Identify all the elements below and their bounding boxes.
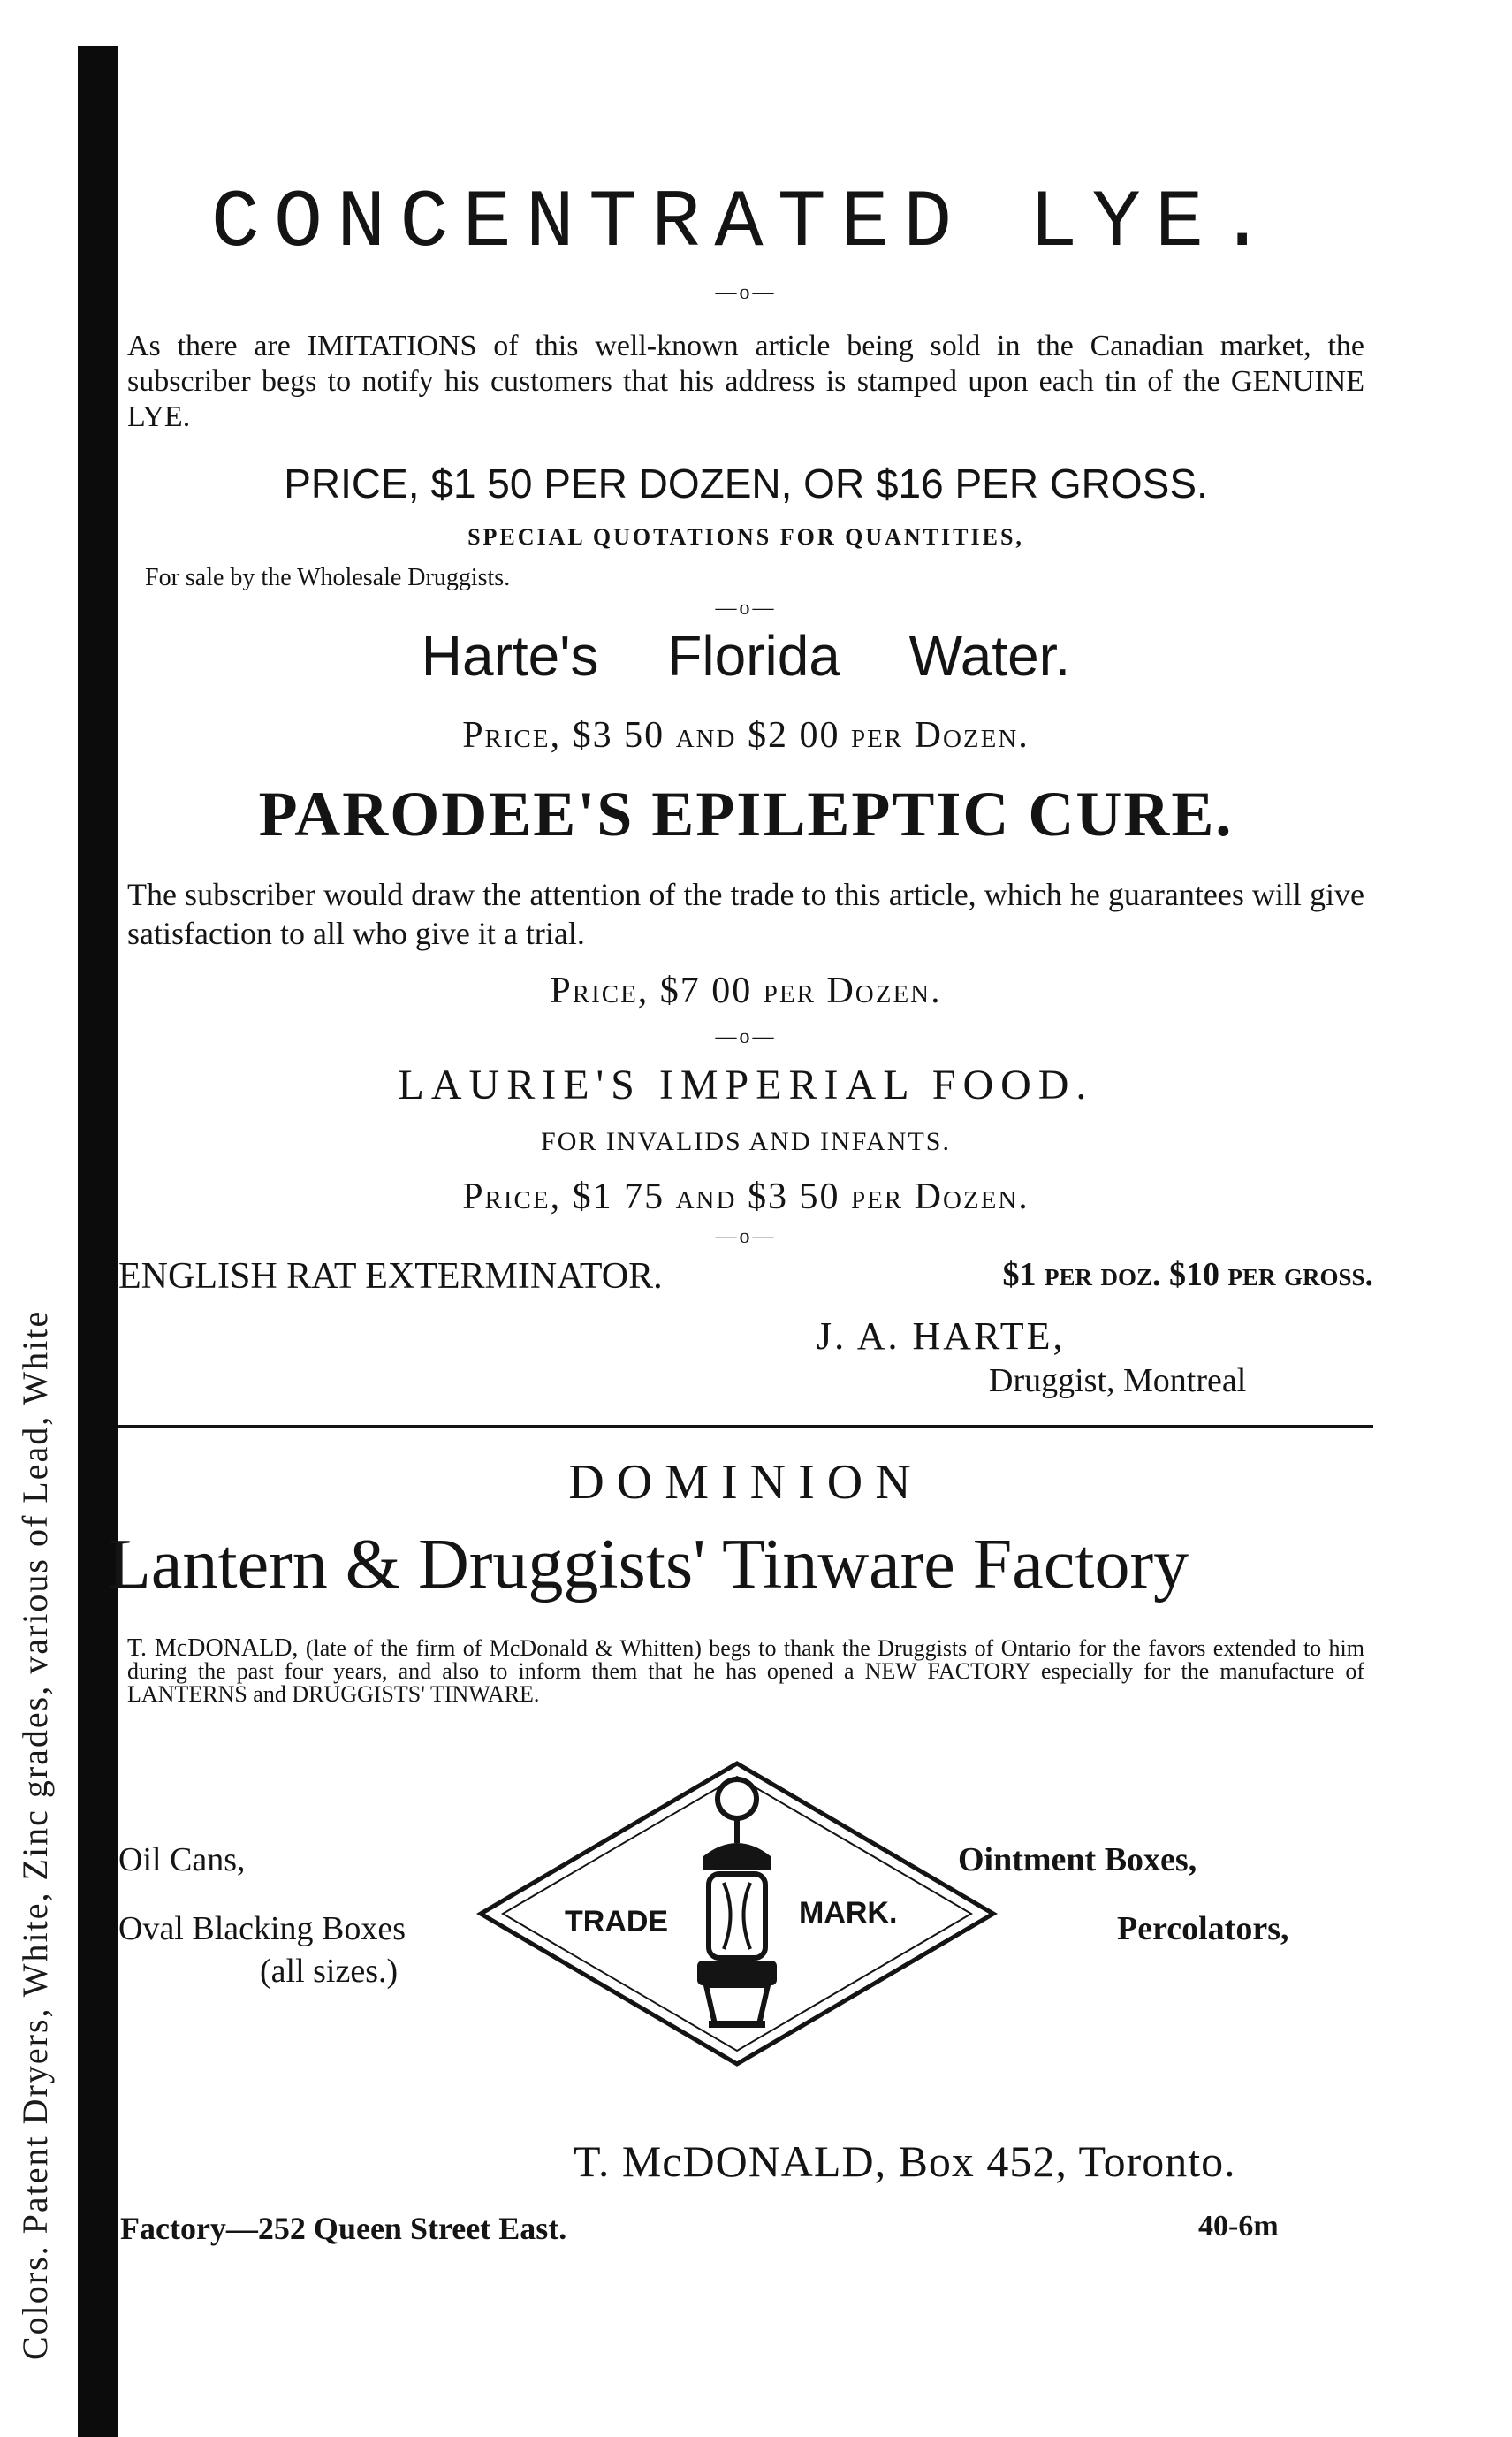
- harte-signature: J. A. HARTE,: [817, 1314, 1066, 1358]
- side-margin-text: [0, 44, 71, 2387]
- dominion-subtitle: Lantern & Druggists' Tinware Factory: [108, 1526, 1189, 1603]
- parodee-price: Price, $7 00 per Dozen.: [550, 971, 942, 1011]
- laurie-subtitle: FOR INVALIDS AND INFANTS.: [541, 1127, 951, 1156]
- rat-exterminator-name: ENGLISH RAT EXTERMINATOR.: [118, 1256, 663, 1297]
- item-percolators: Percolators,: [1117, 1910, 1289, 1947]
- lye-divider-2: —o—: [715, 597, 777, 620]
- laurie-divider: —o—: [715, 1225, 777, 1248]
- parodee-divider: —o—: [715, 1025, 777, 1048]
- item-blacking-boxes-sizes: (all sizes.): [260, 1953, 399, 1990]
- dominion-notice-body: (late of the firm of McDonald & Whitten) begs to thank the Druggists of Ontario for the favors extended to him during the past four years, and also to inform them that he has opened a NEW FACTORY especially for the manufacture of LANTERNS and DRUGGISTS' TINWARE.: [127, 1635, 1364, 1707]
- lye-notice: As there are IMITATIONS of this well-known article being sold in the Canadian market, the subscriber begs to notify his customers that his address is stamped upon each tin of the GENUINE LYE.: [127, 330, 1364, 433]
- dominion-title: DOMINION: [568, 1455, 923, 1510]
- trade-mark-label-mark: MARK.: [799, 1896, 898, 1930]
- lye-price: PRICE, $1 50 PER DOZEN, OR $16 PER GROSS.: [284, 461, 1208, 506]
- trade-mark-label-trade: TRADE: [565, 1905, 669, 1938]
- rat-exterminator-price: $1 per doz. $10 per gross.: [1002, 1256, 1373, 1293]
- laurie-title: LAURIE'S IMPERIAL FOOD.: [398, 1062, 1094, 1108]
- item-blacking-boxes: Oval Blacking Boxes: [118, 1910, 406, 1947]
- dominion-footer-code: 40-6m: [1198, 2210, 1279, 2243]
- advertisement-page: [108, 0, 1512, 2437]
- item-ointment-boxes: Ointment Boxes,: [958, 1841, 1197, 1878]
- dominion-notice-lead: T. McDONALD,: [127, 1634, 299, 1662]
- lye-divider: —o—: [715, 281, 777, 304]
- binding-edge: [78, 46, 118, 2437]
- parodee-notice: The subscriber would draw the attention of the trade to this article, which he guarantees will give satisfaction to all who give it a trial.: [127, 877, 1364, 951]
- laurie-price: Price, $1 75 and $3 50 per Dozen.: [462, 1177, 1030, 1217]
- section-divider-rule: [118, 1425, 1373, 1428]
- harte-location: Druggist, Montreal: [989, 1362, 1247, 1399]
- side-margin-text-content: Colors. Patent Dryers, White, Zinc grades, various of Lead, White: [15, 1309, 55, 2360]
- florida-water-price: Price, $3 50 and $2 00 per Dozen.: [462, 715, 1030, 756]
- florida-water-title: Harte's Florida Water.: [421, 624, 1071, 688]
- dominion-notice: [127, 1634, 1364, 1707]
- trade-mark-diamond: [481, 1763, 993, 2064]
- dominion-footer-name: T. McDONALD, Box 452, Toronto.: [574, 2136, 1236, 2186]
- lye-special-quotations: SPECIAL QUOTATIONS FOR QUANTITIES,: [467, 524, 1024, 550]
- rat-exterminator-row: [118, 1255, 1373, 1298]
- lantern-icon: [697, 1779, 777, 2024]
- parodee-title: PARODEE'S EPILEPTIC CURE.: [258, 779, 1234, 849]
- dominion-footer-address: Factory—252 Queen Street East.: [120, 2211, 567, 2246]
- lye-for-sale: For sale by the Wholesale Druggists.: [145, 564, 511, 591]
- item-oil-cans: Oil Cans,: [118, 1841, 246, 1878]
- trade-mark-emblem: [472, 1759, 1002, 2068]
- lye-title: CONCENTRATED LYE.: [210, 177, 1281, 270]
